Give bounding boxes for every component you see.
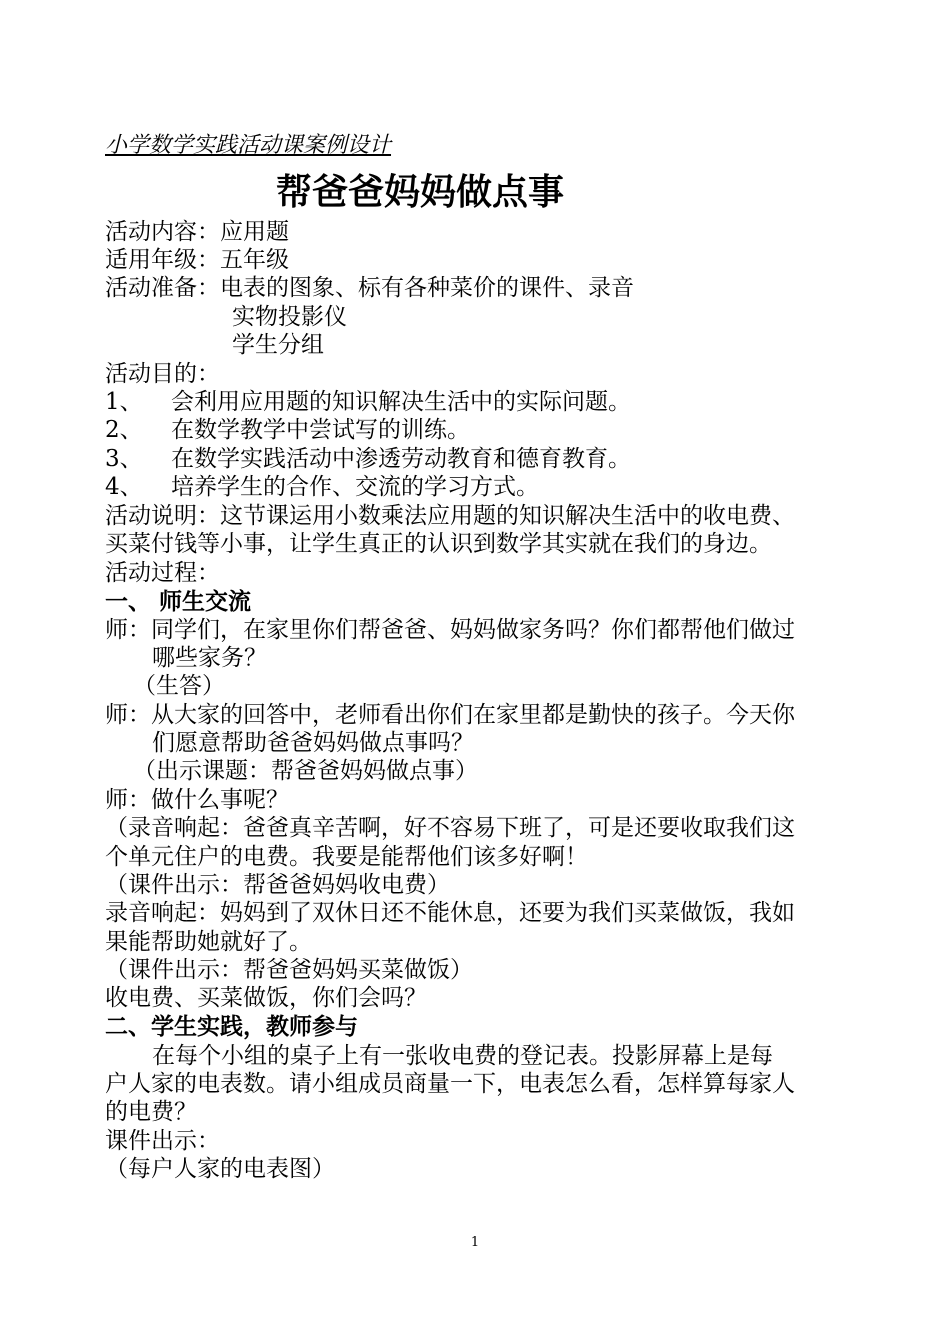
body-line: 师：做什么事呢？	[105, 787, 289, 813]
body-line: （出示课题：帮爸爸妈妈做点事）	[133, 758, 478, 784]
body-line: （课件出示：帮爸爸妈妈买菜做饭）	[105, 957, 473, 983]
body-line: 哪些家务？	[152, 645, 267, 671]
body-line: 们愿意帮助爸爸妈妈做点事吗？	[152, 730, 474, 756]
body-line: （每户人家的电表图）	[105, 1156, 335, 1182]
page-number: 1	[470, 1235, 480, 1250]
process-heading: 活动过程：	[105, 560, 220, 586]
goal-number: 3、	[105, 446, 143, 472]
goal-text: 会利用应用题的知识解决生活中的实际问题。	[171, 389, 631, 415]
field-label: 活动内容：	[105, 219, 220, 245]
body-line: （课件出示：帮爸爸妈妈收电费）	[105, 872, 450, 898]
goal-text: 在数学实践活动中渗透劳动教育和德育教育。	[171, 446, 631, 472]
body-line: 果能帮助她就好了。	[105, 929, 312, 955]
goals-heading: 活动目的：	[105, 361, 220, 387]
field-value: 应用题	[220, 219, 289, 245]
body-line: 收电费、买菜做饭，你们会吗？	[105, 985, 427, 1011]
goal-text: 培养学生的合作、交流的学习方式。	[171, 474, 539, 500]
goal-text: 在数学教学中尝试写的训练。	[171, 417, 470, 443]
goal-item	[105, 388, 631, 416]
doc-subtitle: 小学数学实践活动课案例设计	[105, 133, 392, 158]
goal-number: 2、	[105, 417, 143, 443]
body-line: 师：同学们，在家里你们帮爸爸、妈妈做家务吗？你们都帮他们做过	[105, 617, 795, 643]
description-line-2: 买菜付钱等小事，让学生真正的认识到数学其实就在我们的身边。	[105, 531, 772, 557]
description	[105, 502, 795, 530]
field-prep-line-2: 实物投影仪	[232, 304, 347, 330]
body-line: （生答）	[133, 673, 225, 699]
doc-title: 帮爸爸妈妈做点事	[275, 171, 564, 213]
field-value: 五年级	[220, 247, 289, 273]
body-line: 师：从大家的回答中，老师看出你们在家里都是勤快的孩子。今天你	[105, 702, 795, 728]
field-prep-line-3: 学生分组	[232, 332, 324, 358]
description-text: 这节课运用小数乘法应用题的知识解决生活中的收电费、	[220, 503, 795, 529]
body-line: 户人家的电表数。请小组成员商量一下，电表怎么看，怎样算每家人	[105, 1071, 795, 1097]
field-prep	[105, 274, 634, 302]
field-grade	[105, 246, 289, 274]
section-heading: 一、 师生交流	[105, 589, 252, 615]
goal-item	[105, 416, 470, 444]
field-label: 适用年级：	[105, 247, 220, 273]
field-content	[105, 218, 289, 246]
goal-number: 4、	[105, 474, 143, 500]
body-line: 在每个小组的桌子上有一张收电费的登记表。投影屏幕上是每	[152, 1043, 773, 1069]
section-heading: 二、学生实践，教师参与	[105, 1014, 358, 1040]
goal-item	[105, 473, 539, 501]
goal-item	[105, 445, 631, 473]
field-label: 活动准备：	[105, 275, 220, 301]
goal-number: 1、	[105, 389, 143, 415]
description-label: 活动说明：	[105, 503, 220, 529]
body-line: （录音响起：爸爸真辛苦啊，好不容易下班了，可是还要收取我们这	[105, 815, 795, 841]
body-line: 课件出示：	[105, 1128, 220, 1154]
body-line: 录音响起：妈妈到了双休日还不能休息，还要为我们买菜做饭，我如	[105, 900, 795, 926]
field-value: 电表的图象、标有各种菜价的课件、录音	[220, 275, 634, 301]
body-line: 的电费？	[105, 1099, 197, 1125]
body-line: 个单元住户的电费。我要是能帮他们该多好啊！	[105, 844, 588, 870]
